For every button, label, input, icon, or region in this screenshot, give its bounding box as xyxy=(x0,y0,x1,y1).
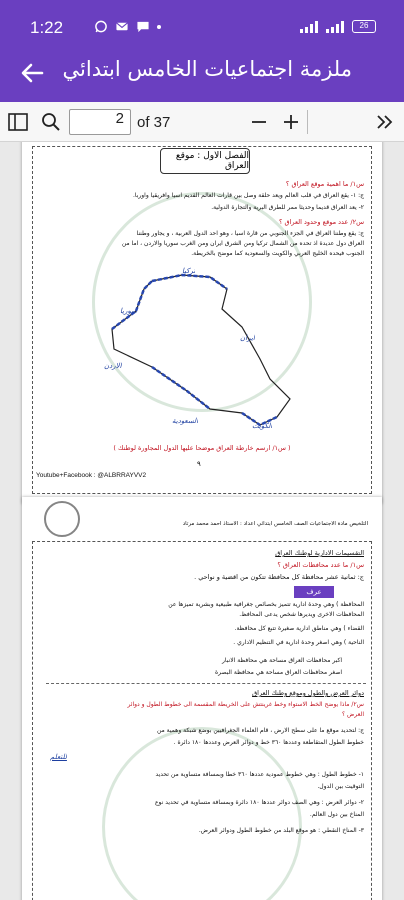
define-label: عرف xyxy=(294,586,334,598)
item-2-cont: المناخ بين دول العالم. xyxy=(309,811,364,818)
page-header: التلخيص مادة الاجتماعيات الصف الخامس ابتدائي اعداد : الاستاذ احمد محمد مرتاد xyxy=(182,521,368,527)
map-label-saudi: السعودية xyxy=(172,417,199,425)
question-1: س١/ ما عدد محافظات العراق ؟ xyxy=(277,561,364,569)
pdf-page-2 xyxy=(22,497,382,900)
more-icon xyxy=(375,113,395,131)
page-number: ٩ xyxy=(197,460,201,468)
battery-icon: 26 xyxy=(352,20,376,33)
notification-icons xyxy=(94,20,161,33)
zoom-in-button[interactable] xyxy=(278,109,304,135)
school-seal xyxy=(44,501,80,537)
section-title-1: التقسيمات الادارية لوطنك العراق xyxy=(275,549,364,557)
turkey-border xyxy=(152,275,227,289)
app-title: ملزمة اجتماعيات الخامس ابتدائي xyxy=(62,57,352,81)
notification-dot xyxy=(157,25,161,29)
signal-icon-2 xyxy=(326,20,344,33)
zoom-in-icon xyxy=(282,113,300,131)
chapter-title: الفصل الاول : موقع العراق xyxy=(160,148,250,174)
more-tools-button[interactable] xyxy=(372,109,398,135)
mail-icon xyxy=(115,20,129,33)
answer-2-line-1: ج: يقع وطننا العراق في الجزء الجنوبي من قارة اسيا ، وهو احد الدول العربية ، و يجاور وطننا xyxy=(136,230,364,237)
sidebar-icon xyxy=(8,113,28,131)
answer-2-line-1: ج: لتحديد موقع ما على سطح الارض ، قام العلماء الجغرافيين بوضع شبكة وهمية من xyxy=(156,727,364,734)
system-icons xyxy=(300,20,376,33)
answer-2-line-3: الجنوب فيحده الخليج العربي والكويت والسعودية كما موضح بالخريطة. xyxy=(191,250,364,257)
question-2: س٢/ عدد موقع وحدود العراق ؟ xyxy=(279,218,364,226)
fact-1: اكبر محافظات العراق مساحة هي محافظة الانبار xyxy=(222,657,342,664)
answer-2-line-2: خطوط الطول المتقاطعة وعددها ٣٦٠ خط و دوائر العرض وعددها ١٨٠ دائرة . xyxy=(173,739,364,746)
item-2: ٢- دوائر العرض : وهي الصف دوائر عددها ١٨٠ دائرة وبمسافة متساوية في تحديد نوع xyxy=(154,799,364,806)
note-label: للتعلم xyxy=(50,753,67,761)
map-label-syria: سوريا xyxy=(120,307,137,315)
definition-1-cont: المحافظات الاخرى ويديرها شخص يدعى المحافظ. xyxy=(239,611,364,618)
toolbar-separator xyxy=(307,110,308,134)
iraq-map xyxy=(92,267,292,437)
item-1-cont: التوقيت بين الدول. xyxy=(317,783,364,790)
item-3: ٣- المناخ النقطي : هو موقع البلد من خطوط الطول ودوائر العرض. xyxy=(198,827,364,834)
fact-2: اصغر محافظات العراق مساحة هي محافظة البصرة xyxy=(215,669,342,676)
search-button[interactable] xyxy=(38,109,64,135)
page-footer: Youtube+Facebook : @ALBRRAYVV2 xyxy=(36,472,147,479)
syria-border xyxy=(112,281,152,329)
map-label-kuwait: الكويت xyxy=(252,422,273,430)
app-bar xyxy=(0,45,404,102)
answer-2-line-2: العراق دول عديدة اذ تحده من الشمال تركيا ومن الشرق ايران ومن الغرب سوريا والاردن ، اما من xyxy=(121,240,364,247)
pdf-viewer[interactable] xyxy=(0,142,404,900)
page-total: of 37 xyxy=(137,114,171,131)
status-time: 1:22 xyxy=(30,18,64,37)
map-label-turkey: تركيا xyxy=(182,267,196,275)
map-label-iran: ايران xyxy=(240,334,255,342)
answer-1-line-2: ٢- يعد العراق قديما وحديثاً ممر للطرق البرية والتجارة الدولية. xyxy=(211,204,364,211)
definition-1: المحافظة ) وهي وحدة ادارية تتميز بخصائص جغرافية طبيعية وبشرية تميزها عن xyxy=(168,601,364,608)
page-number-input[interactable]: 2 xyxy=(69,109,131,135)
signal-icon xyxy=(300,20,318,33)
search-icon xyxy=(41,112,61,132)
sidebar-toggle-button[interactable] xyxy=(5,109,31,135)
question-2-cont: العرض ؟ xyxy=(341,711,364,718)
whatsapp-icon xyxy=(94,20,108,33)
item-1: ١- خطوط الطول : وهي خطوط عمودية عددها ٣٦٠ خطا وبمسافة متساوية من تحديد xyxy=(155,771,364,778)
zoom-out-button[interactable] xyxy=(246,109,272,135)
map-question: ( س١/ ارسم خارطة العراق موضحا عليها الدول المجاورة لوطنك ) xyxy=(113,444,291,452)
message-icon xyxy=(136,20,150,33)
section-divider xyxy=(46,683,366,684)
definition-2: القضاء ) وهي مناطق ادارية صغيرة تتبع كل محافظة. xyxy=(234,625,364,632)
answer-1: ج: ثمانية عشر محافظة كل محافظة تتكون من اقضية و نواحي . xyxy=(194,573,364,581)
pdf-toolbar xyxy=(0,102,404,142)
map-label-jordan: الاردن xyxy=(104,362,122,370)
question-2: س٢/ ماذا يوضح الخط الاستواء وخط غرينتش على الخريطة المقسمة الى خطوط الطول و دوائر xyxy=(127,701,364,708)
answer-1-line-1: ج: ١- يقع العراق في قلب العالم ويعد حلقة وصل بين قارات العالم القديم اسيا وافريقيا واوربا. xyxy=(132,192,364,199)
back-button[interactable] xyxy=(14,55,50,91)
question-1: س١/ ما اهمية موقع العراق ؟ xyxy=(285,180,364,188)
arrow-left-icon xyxy=(14,55,50,91)
section-title-2: دوائر العرض والطول وموقع وطنك العراق xyxy=(252,689,364,697)
zoom-out-icon xyxy=(250,113,268,131)
pdf-page-1 xyxy=(22,142,382,504)
definition-3: الناحية ) وهي اصغر وحدة ادارية في التنظيم الاداري . xyxy=(233,639,364,646)
